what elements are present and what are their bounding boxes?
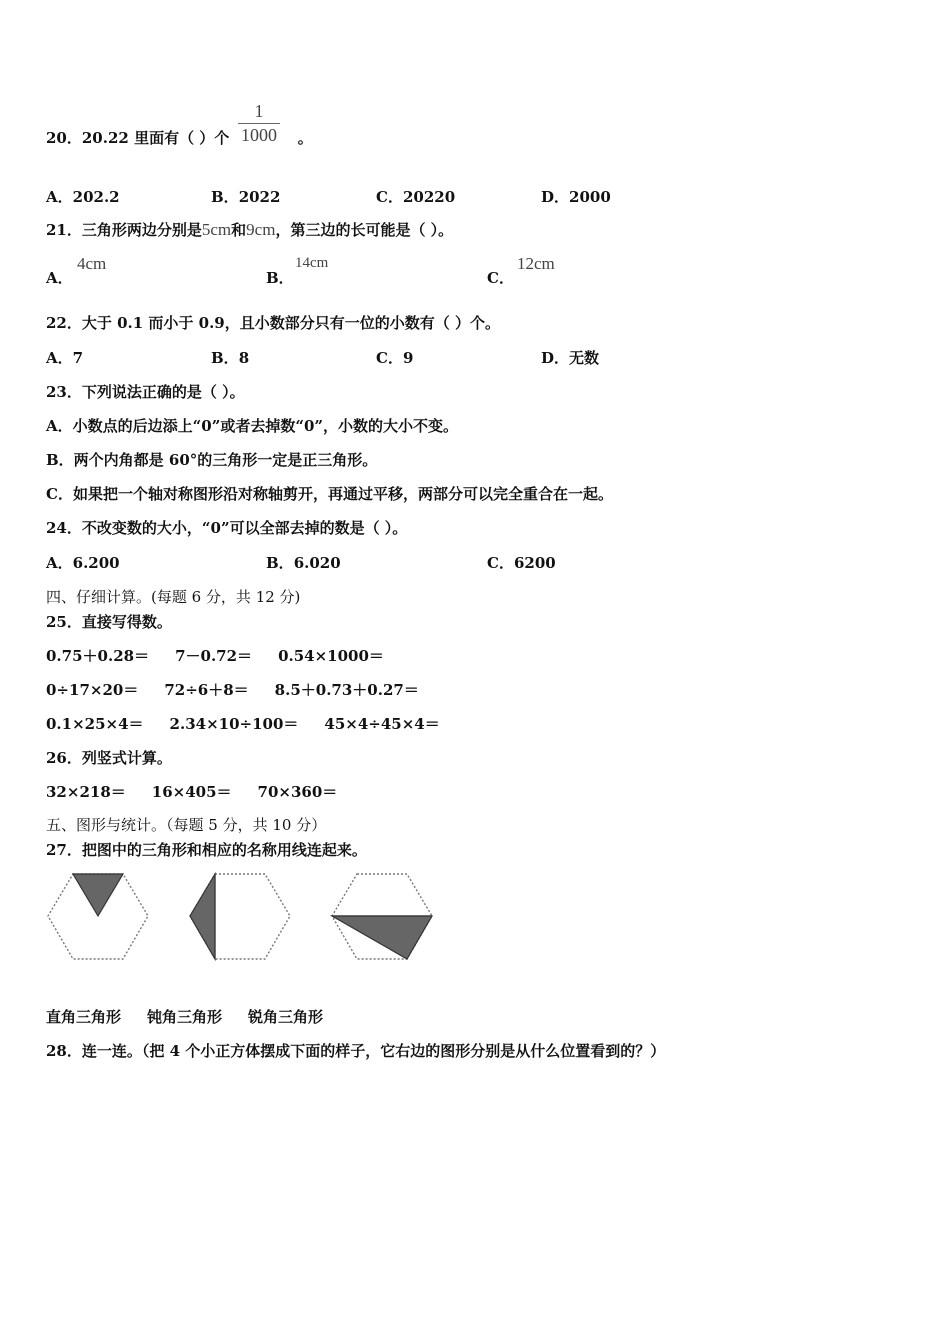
calc-item: 32×218＝ [46,783,126,801]
q22-option-c[interactable]: C．9 [376,349,414,367]
calc-item: 2.34×10÷100＝ [169,715,299,733]
q21-option-c-label[interactable]: C． [487,269,514,287]
q25-row-3 [46,714,440,734]
triangle-name-acute[interactable]: 锐角三角形 [248,1008,324,1026]
q24-stem: 24．不改变数的大小，“0”可以全部去掉的数是（ ）。 [46,519,408,537]
q20-option-a[interactable]: A．202.2 [46,188,120,206]
q27-triangle-names [46,1007,349,1027]
q21-option-a-value: 4cm [77,254,107,273]
calc-item: 0.54×1000＝ [278,647,384,665]
fraction-numerator: 1 [254,101,264,121]
hexagon-figure-3[interactable] [332,874,432,959]
q20-option-c[interactable]: C．20220 [376,188,456,206]
section-4-heading: 四、仔细计算。(每题 6 分，共 12 分) [46,588,301,606]
q21-option-b-label[interactable]: B． [266,269,294,287]
q20-option-d[interactable]: D．2000 [541,188,611,206]
calc-item: 16×405＝ [151,783,232,801]
calc-item: 0.1×25×4＝ [46,715,144,733]
calc-item: 7－0.72＝ [175,647,253,665]
calc-item: 70×360＝ [257,783,338,801]
q24-option-c[interactable]: C．6200 [487,554,556,572]
q20-prefix: 20．20.22 里面有（ ）个 [46,129,230,147]
q25-stem: 25．直接写得数。 [46,613,172,631]
calc-item: 0.75＋0.28＝ [46,647,150,665]
shaded-triangle [73,874,123,916]
q22-stem: 22．大于 0.1 而小于 0.9，且小数部分只有一位的小数有（ ）个。 [46,314,500,332]
q20-fraction [238,101,280,145]
q23-option-a[interactable]: A．小数点的后边添上“0”或者去掉数“0”，小数的大小不变。 [46,417,459,435]
q21-option-a-label[interactable]: A． [46,269,73,287]
triangle-name-right[interactable]: 直角三角形 [46,1008,122,1026]
q25-row-1 [46,646,384,666]
q22-option-d[interactable]: D．无数 [541,349,600,367]
q23-stem: 23．下列说法正确的是（ ）。 [46,383,245,401]
hexagon-figure-1[interactable] [48,874,148,959]
q24-option-a[interactable]: A．6.200 [46,554,120,572]
fraction-denominator: 1000 [241,125,277,145]
q27-stem: 27．把图中的三角形和相应的名称用线连起来。 [46,841,367,859]
q27-hexagon-figures [46,868,436,968]
q21-stem: 21．三角形两边分别是5cm和9cm，第三边的长可能是（ ）。 [46,220,454,239]
q21-option-c-value: 12cm [517,254,555,273]
section-5-heading: 五、图形与统计。（每题 5 分，共 10 分） [46,816,327,834]
q26-row [46,782,337,802]
q20-suffix: 。 [297,129,313,147]
q22-option-b[interactable]: B．8 [211,349,250,367]
q22-option-a[interactable]: A．7 [46,349,84,367]
calc-item: 0÷17×20＝ [46,681,139,699]
shaded-triangle [332,916,432,959]
hexagon-figure-2[interactable] [190,874,290,959]
q20-option-b[interactable]: B．2022 [211,188,281,206]
shaded-triangle [190,874,215,959]
q26-stem: 26．列竖式计算。 [46,749,172,767]
q24-option-b[interactable]: B．6.020 [266,554,341,572]
q23-option-c[interactable]: C．如果把一个轴对称图形沿对称轴剪开，再通过平移，两部分可以完全重合在一起。 [46,485,613,503]
triangle-name-obtuse[interactable]: 钝角三角形 [147,1008,223,1026]
q25-row-2 [46,680,419,700]
calc-item: 8.5＋0.73＋0.27＝ [274,681,419,699]
calc-item: 45×4÷45×4＝ [324,715,440,733]
q23-option-b[interactable]: B．两个内角都是 60°的三角形一定是正三角形。 [46,451,378,469]
q21-option-b-value: 14cm [295,255,329,271]
q28-stem: 28．连一连。（把 4 个小正方体摆成下面的样子，它右边的图形分别是从什么位置看到的？） [46,1042,666,1060]
calc-item: 72÷6＋8＝ [164,681,249,699]
q21-unit-2: 9cm [246,220,276,239]
q21-unit-1: 5cm [201,220,232,239]
